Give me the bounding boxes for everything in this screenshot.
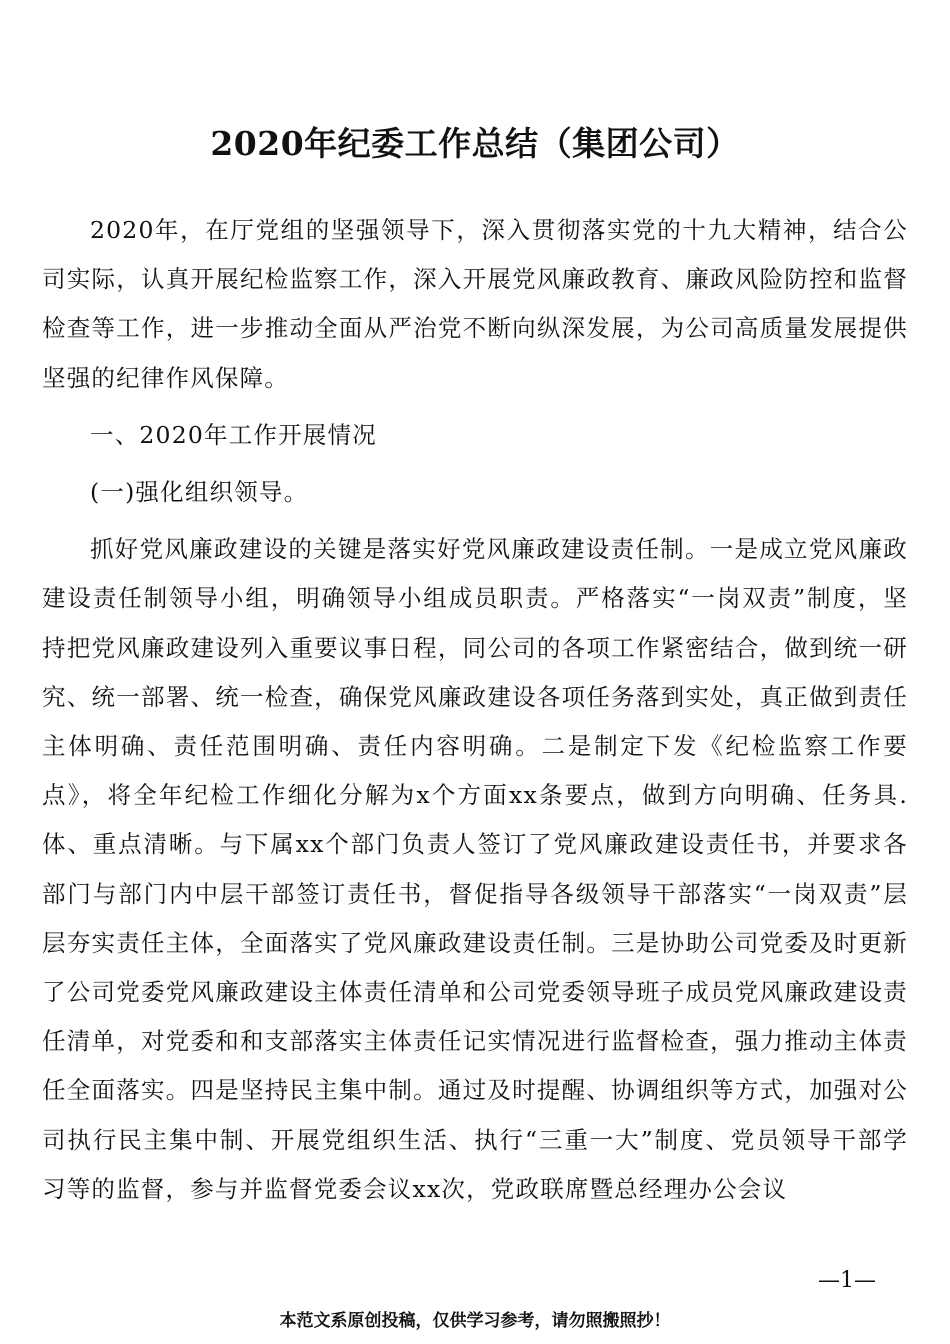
document-body: [42, 206, 908, 1214]
subsection-heading: (一)强化组织领导。: [90, 478, 309, 507]
intro-paragraph: 2020年，在厅党组的坚强领导下，深入贯彻落实党的十九大精神，结合公司实际，认真开展纪检监察工作，深入开展党风廉政教育、廉政风险防控和监督检查等工作，进一步推动全面从严治党不断向纵深发展，为公司高质量发展提供坚强的纪律作风保障。: [42, 216, 908, 392]
page-number: —1—: [818, 1268, 876, 1293]
section-heading: 一、2020年工作开展情况: [90, 420, 377, 449]
content-paragraph: 抓好党风廉政建设的关键是落实好党风廉政建设责任制。一是成立党风廉政建设责任制领导小组，明确领导小组成员职责。严格落实“一岗双责”制度，坚持把党风廉政建设列入重要议事日程，同公司的各项工作紧密结合，做到统一研究、统一部署、统一检查，确保党风廉政建设各项任务落到实处，真正做到责任主体明确、责任范围明确、责任内容明确。二是制定下发《纪检监察工作要点》，将全年纪检工作细化分解为x个方面xx条要点，做到方向明确、任务具.体、重点清晰。与下属xx个部门负责人签订了党风廉政建设责任书，并要求各部门与部门内中层干部签订责任书，督促指导各级领导干部落实“一岗双责”层层夯实责任主体，全面落实了党风廉政建设责任制。三是协助公司党委及时更新了公司党委党风廉政建设主体责任清单和公司党委领导班子成员党风廉政建设责任清单，对党委和和支部落实主体责任记实情况进行监督检查，强力推动主体责任全面落实。四是坚持民主集中制。通过及时提醒、协调组织等方式，加强对公司执行民主集中制、开展党组织生活、执行“三重一大”制度、党员领导干部学习等的监督，参与并监督党委会议xx次，党政联席暨总经理办公会议: [42, 535, 908, 1203]
document-title: 2020年纪委工作总结（集团公司）: [210, 124, 740, 163]
footer-note: 本范文系原创投稿，仅供学习参考，请勿照搬照抄！: [279, 1311, 671, 1331]
